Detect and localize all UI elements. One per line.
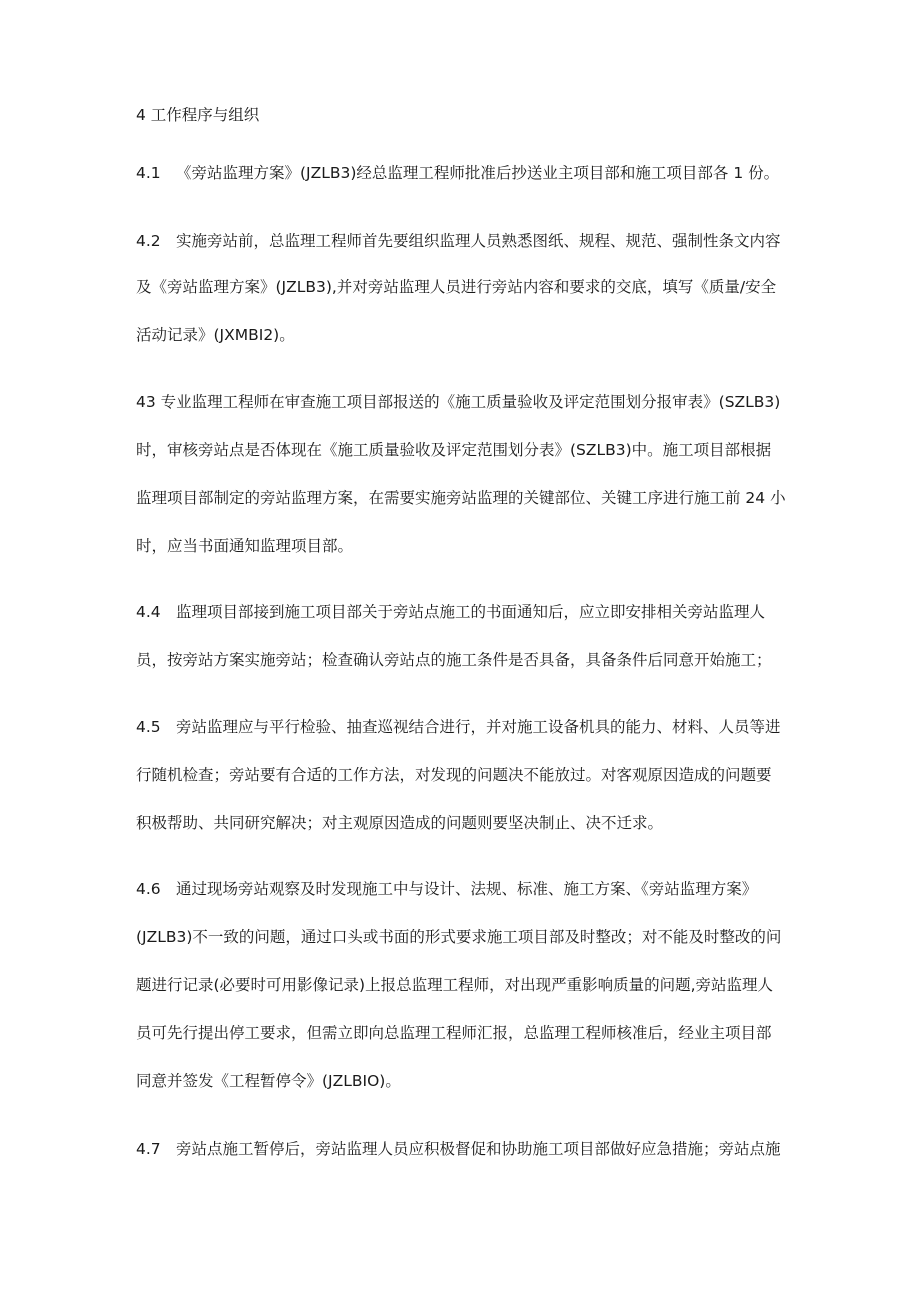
paragraph-4-2-line-3: 活动记录》(JXMBI2)。 <box>136 326 295 344</box>
paragraph-4-3-line-4: 时，应当书面通知监理项目部。 <box>136 537 354 555</box>
paragraph-4-5-line-2: 行随机检查；旁站要有合适的工作方法，对发现的问题决不能放过。对客观原因造成的问题要 <box>136 766 772 784</box>
paragraph-4-4-line-1 <box>136 601 765 623</box>
paragraph-text: 监理项目部接到施工项目部关于旁站点施工的书面通知后，应立即安排相关旁站监理人 <box>176 603 766 621</box>
paragraph-4-6-line-5: 同意并签发《工程暂停令》(JZLBIO)。 <box>136 1072 401 1090</box>
paragraph-number: 4.1 <box>136 164 161 182</box>
paragraph-4-3-line-1: 43 专业监理工程师在审查施工项目部报送的《施工质量验收及评定范围划分报审表》(SZLB3) <box>136 393 781 411</box>
paragraph-4-5-line-3: 积极帮助、共同研究解决；对主观原因造成的问题则要坚决制止、决不迁求。 <box>136 814 664 832</box>
paragraph-number: 4.5 <box>136 718 161 736</box>
paragraph-4-7-line-1 <box>136 1138 781 1160</box>
paragraph-number: 4.4 <box>136 603 161 621</box>
paragraph-text: 《旁站监理方案》(JZLB3)经总监理工程师批准后抄送业主项目部和施工项目部各 1 份。 <box>176 164 780 182</box>
paragraph-text: 通过现场旁站观察及时发现施工中与设计、法规、标准、施工方案、《旁站监理方案》 <box>176 880 758 898</box>
paragraph-number: 4.6 <box>136 880 161 898</box>
paragraph-4-6-line-3: 题进行记录(必要时可用影像记录)上报总监理工程师，对出现严重影响质量的问题,旁站监理人 <box>136 976 774 994</box>
paragraph-4-6-line-2: (JZLB3)不一致的问题，通过口头或书面的形式要求施工项目部及时整改；对不能及时整改的问 <box>136 928 782 946</box>
section-title: 4 工作程序与组织 <box>136 106 260 124</box>
paragraph-text: 实施旁站前，总监理工程师首先要组织监理人员熟悉图纸、规程、规范、强制性条文内容 <box>176 232 781 250</box>
paragraph-4-6-line-4: 员可先行提出停工要求，但需立即向总监理工程师汇报，总监理工程师核准后，经业主项目部 <box>136 1024 772 1042</box>
paragraph-4-4-line-2: 员，按旁站方案实施旁站；检查确认旁站点的施工条件是否具备，具备条件后同意开始施工； <box>136 651 772 669</box>
paragraph-4-3-line-3: 监理项目部制定的旁站监理方案，在需要实施旁站监理的关键部位、关键工序进行施工前 24 小 <box>136 489 786 507</box>
paragraph-text: 旁站监理应与平行检验、抽查巡视结合进行，并对施工设备机具的能力、材料、人员等进 <box>176 718 781 736</box>
paragraph-number: 4.2 <box>136 232 161 250</box>
paragraph-text: 旁站点施工暂停后，旁站监理人员应积极督促和协助施工项目部做好应急措施；旁站点施 <box>176 1140 781 1158</box>
paragraph-4-1-line-1 <box>136 162 779 184</box>
paragraph-4-3-line-2: 时，审核旁站点是否体现在《施工质量验收及评定范围划分表》(SZLB3)中。施工项目部根据 <box>136 441 772 459</box>
paragraph-4-6-line-1 <box>136 878 757 900</box>
paragraph-4-2-line-2: 及《旁站监理方案》(JZLB3),并对旁站监理人员进行旁站内容和要求的交底，填写《质量/安全 <box>136 278 777 296</box>
paragraph-4-5-line-1 <box>136 716 781 738</box>
paragraph-4-2-line-1 <box>136 230 781 252</box>
paragraph-number: 4.7 <box>136 1140 161 1158</box>
